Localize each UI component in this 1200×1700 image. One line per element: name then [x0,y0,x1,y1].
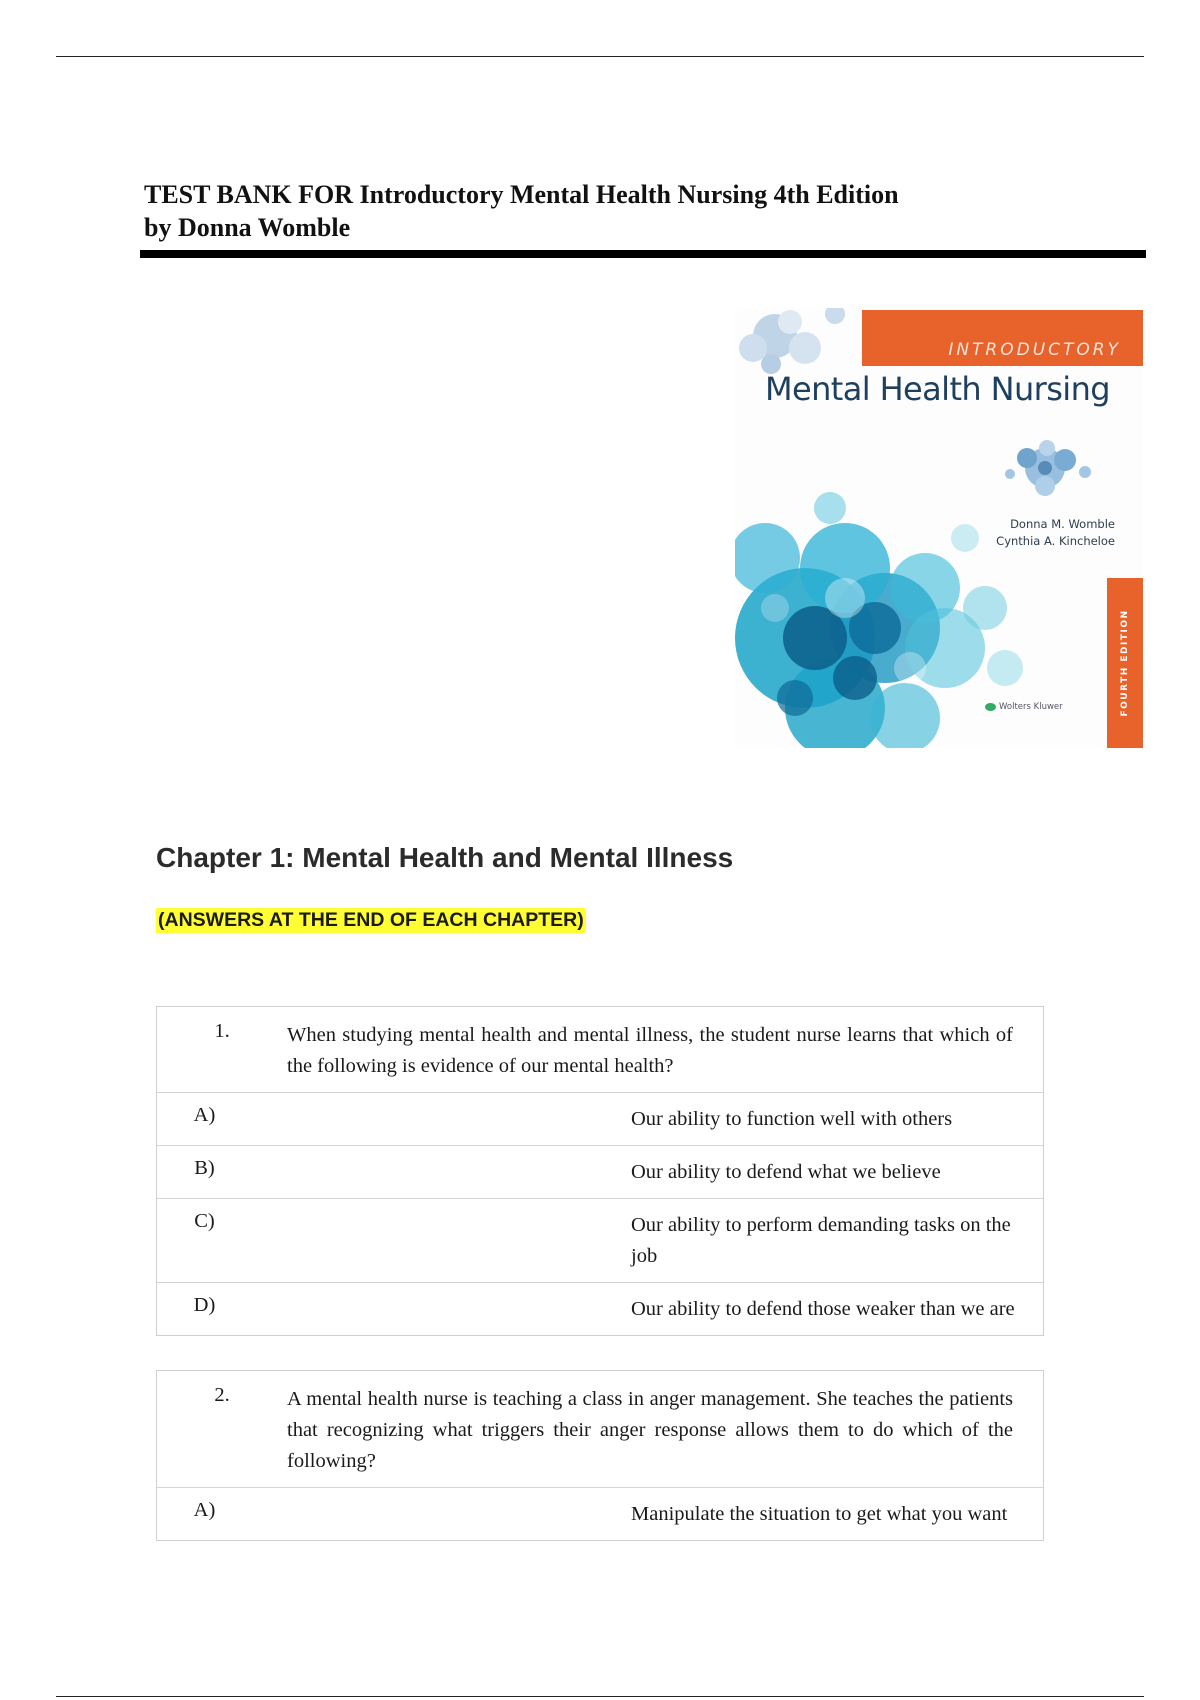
option-row [157,1093,1043,1146]
title-underline [140,250,1146,258]
cover-edition-text: FOURTH EDITION [1120,609,1130,717]
cover-author-1: Donna M. Womble [1010,517,1115,531]
cover-title: Mental Health Nursing [765,370,1110,408]
option-text: Our ability to defend what we believe [631,1161,941,1183]
cover-banner-text: INTRODUCTORY [948,340,1121,360]
option-text: Our ability to function well with others [631,1108,953,1130]
question-row [157,1371,1043,1488]
document-title-line-1: TEST BANK FOR Introductory Mental Health Nursing 4th Edition [144,180,899,209]
top-rule [56,56,1144,57]
option-row [157,1146,1043,1199]
cover-author-2: Cynthia A. Kincheloe [996,534,1115,548]
publisher-logo-icon [985,703,996,711]
option-label: A) [193,1499,216,1521]
answers-note: (ANSWERS AT THE END OF EACH CHAPTER) [158,909,584,931]
option-text: Manipulate the situation to get what you want [631,1503,1008,1525]
option-text: Our ability to perform demanding tasks on the job [631,1214,1011,1267]
chapter-heading: Chapter 1: Mental Health and Mental Illness [156,842,734,873]
bottom-rule [56,1696,1144,1697]
option-text: Our ability to defend those weaker than we are [631,1298,1015,1320]
cover-publisher [985,702,1063,712]
question-text: A mental health nurse is teaching a class in anger management. She teaches the patients that recognizing what triggers their anger response allows them to do which of the following? [287,1388,1013,1472]
question-row [157,1007,1043,1093]
cover-publisher-name: Wolters Kluwer [999,702,1063,712]
cover-banner [862,310,1143,366]
option-row [157,1283,1043,1335]
document-title-line-2: by Donna Womble [144,213,351,242]
document-title [144,178,1044,244]
option-label: A) [193,1104,216,1126]
option-label: D) [193,1294,216,1316]
question-table [156,1006,1044,1336]
question-text: When studying mental health and mental illness, the student nurse learns that which of the following is evidence of our mental health? [287,1024,1013,1077]
option-label: C) [194,1210,215,1232]
option-row [157,1488,1043,1540]
book-cover [735,308,1143,748]
question-table [156,1370,1044,1541]
option-label: B) [194,1157,215,1179]
question-number: 2. [214,1384,230,1406]
cover-authors [996,516,1115,550]
cover-edition-bar [1107,578,1143,748]
question-number: 1. [214,1020,230,1042]
option-row [157,1199,1043,1283]
